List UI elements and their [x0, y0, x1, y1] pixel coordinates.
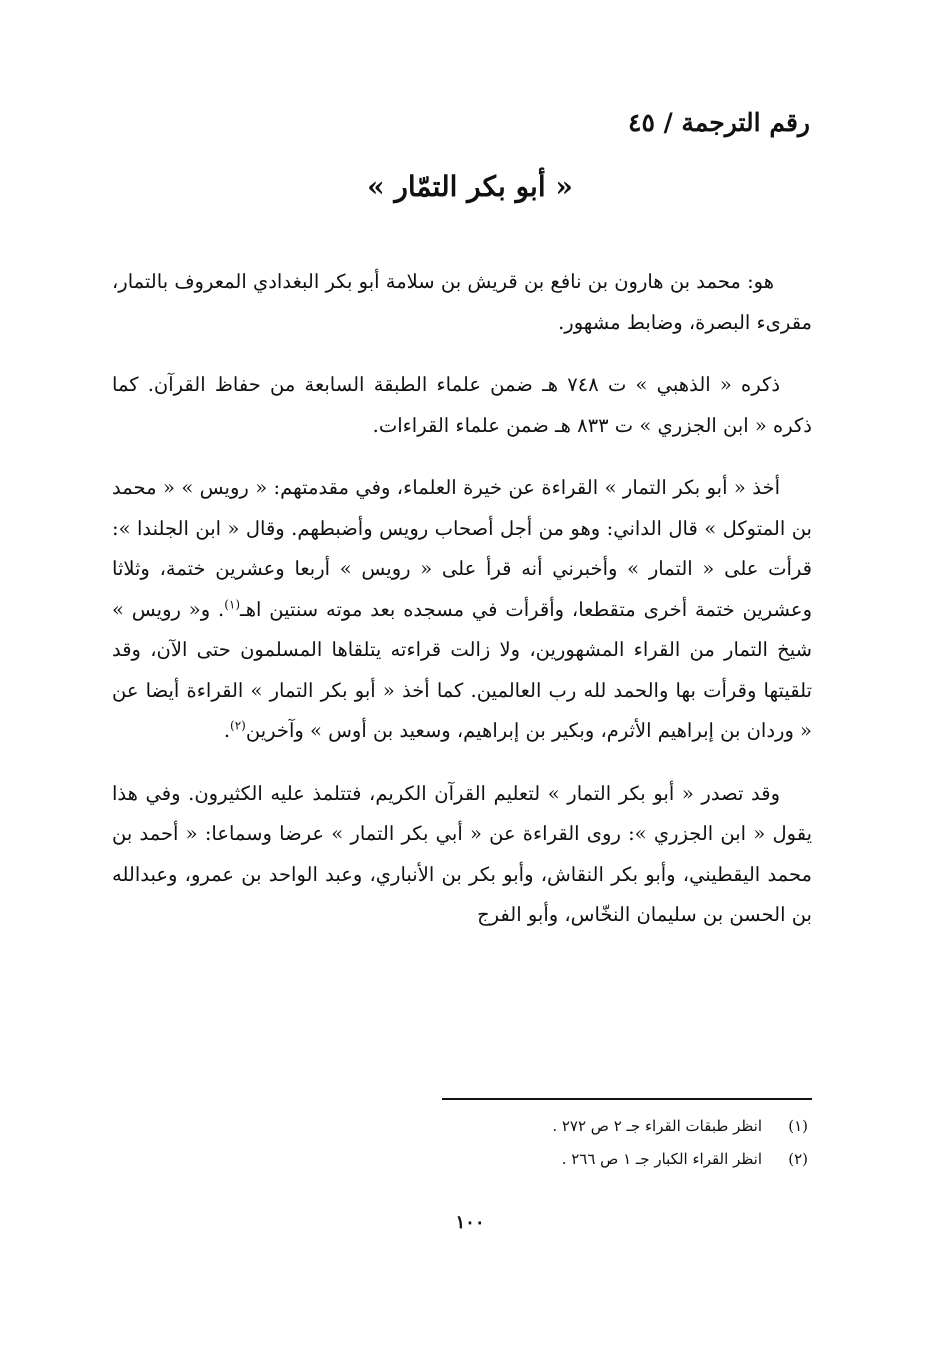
- paragraph-identity: هو: محمد بن هارون بن نافع بن قريش بن سلامة أبو بكر البغدادي المعروف بالتمار، مقرىء البصرة، وضابط مشهور.: [112, 270, 812, 334]
- footnote-1: [308, 1110, 808, 1143]
- biography-body: [112, 262, 812, 958]
- footnote-2: [308, 1143, 808, 1176]
- biography-title: « أبو بكر التمّار »: [367, 170, 573, 203]
- footnotes: [308, 1110, 808, 1176]
- entry-number-header: رقم الترجمة / ٤٥: [628, 108, 810, 137]
- paragraph-students: وقد تصدر « أبو بكر التمار » لتعليم القرآن الكريم، فتتلمذ عليه الكثيرون. وفي هذا يقول « ابن الجزري »: روى القراءة عن « أبي بكر التمار » عرضا وسماعا: « أحمد بن محمد اليقطيني، وأبو بكر النقاش، وأبو بكر بن الأنباري، وعبد الواحد بن عمرو، وعبدالله بن الحسن بن سليمان النخّاس، وأبو الفرج: [112, 781, 812, 926]
- footnote-1-text: انظر طبقات القراء جـ ٢ ص ٢٧٢ .: [552, 1117, 762, 1135]
- paragraph-teachers-part2: . و« رويس » شيخ التمار من القراء المشهورين، ولا زالت قراءته يتلقاها المسلمون حتى الآن، وقد تلقيتها وقرأت بها والحمد لله رب العالمين. كما أخذ « أبو بكر التمار » القراءة أيضا عن « وردان بن إبراهيم الأثرم، وبكير بن إبراهيم، وسعيد بن أوس » وآخرين: [112, 597, 812, 742]
- paragraph-teachers-part1: أخذ « أبو بكر التمار » القراءة عن خيرة العلماء، وفي مقدمتهم: « رويس » « محمد بن المتوكل » قال الداني: وهو من أجل أصحاب رويس وأضبطهم. وقال « ابن الجلندا »: قرأت على « التمار » وأخبرني أنه قرأ على « رويس » أربعا وعشرين ختمة، وثلاثا وعشرين ختمة أخرى متقطعا، وأقرأت في مسجده بعد موته سنتين اهـ: [112, 476, 812, 621]
- footnote-2-number: (٢): [788, 1150, 808, 1168]
- footnote-ref-2: (٢): [230, 718, 246, 733]
- footnote-ref-1: (١): [224, 597, 241, 611]
- paragraph-teachers-part3: .: [223, 719, 231, 742]
- page-number: ١٠٠: [455, 1212, 485, 1233]
- footnote-2-text: انظر القراء الكبار جـ ١ ص ٢٦٦ .: [561, 1150, 762, 1168]
- paragraph-teachers: [112, 468, 812, 752]
- footnote-1-number: (١): [788, 1117, 808, 1135]
- paragraph-mentions: ذكره « الذهبي » ت ٧٤٨ هـ ضمن علماء الطبقة السابعة من حفاظ القرآن. كما ذكره « ابن الجزري » ت ٨٣٣ هـ ضمن علماء القراءات.: [112, 373, 812, 437]
- footnote-divider: [442, 1098, 812, 1100]
